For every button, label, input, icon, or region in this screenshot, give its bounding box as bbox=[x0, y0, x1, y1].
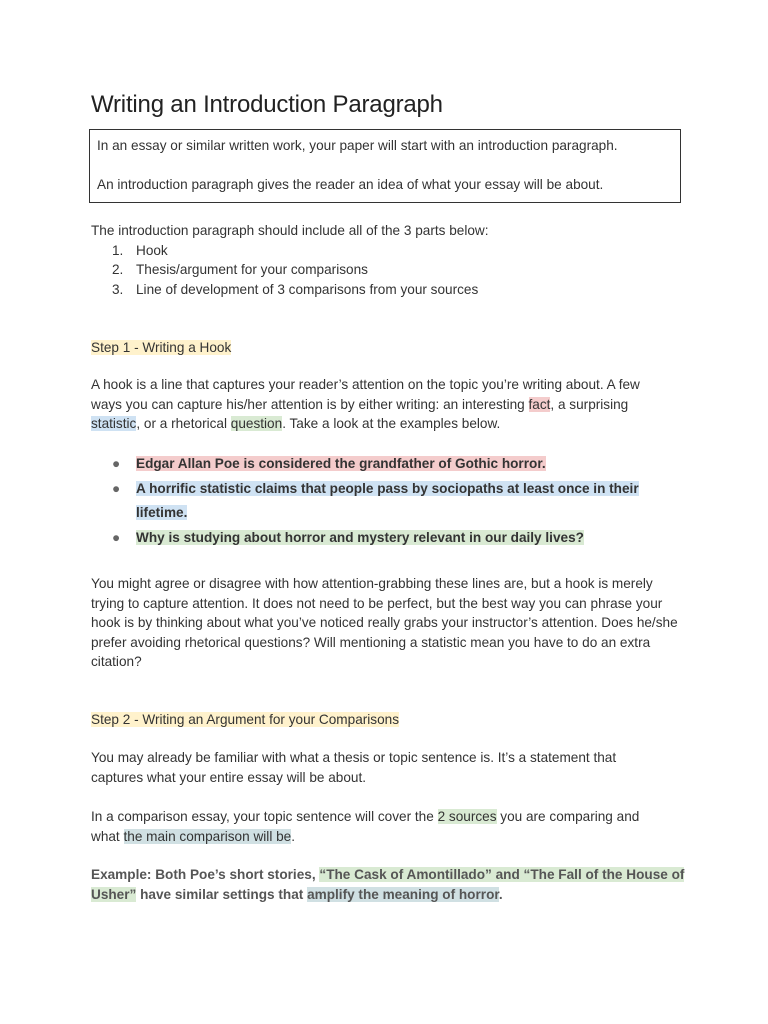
page-title: Writing an Introduction Paragraph bbox=[91, 91, 443, 118]
bullet-icon: ● bbox=[112, 480, 121, 496]
list-item: ● Edgar Allan Poe is considered the grandfather of Gothic horror. bbox=[112, 452, 672, 477]
step2-heading: Step 2 - Writing an Argument for your Comparisons bbox=[91, 712, 400, 727]
step1-paragraph-2: You might agree or disagree with how attention-grabbing these lines are, but a hook is merely trying to capture attention. It does not need to be perfect, but the best way you can phrase your hook is by thinking about what you’ve noticed really grabs your instructor’s attention. Does he/she prefer avoiding rhetorical questions? Will mentioning a statistic mean you have to do an extra citation? bbox=[91, 576, 678, 669]
list-item: 2. Thesis/argument for your comparisons bbox=[112, 262, 368, 277]
list-item: ● A horrific statistic claims that people pass by sociopaths at least once in their lifetime. bbox=[112, 477, 672, 526]
bullet-icon: ● bbox=[112, 456, 121, 471]
step1-heading: Step 1 - Writing a Hook bbox=[91, 340, 232, 355]
intro-box-line-2: An introduction paragraph gives the reader an idea of what your essay will be about. bbox=[97, 177, 604, 192]
step1-heading-block bbox=[91, 338, 691, 358]
parts-intro: The introduction paragraph should include all of the 3 parts below: bbox=[91, 223, 489, 238]
parts-section bbox=[91, 221, 691, 299]
highlight-statistic: statistic bbox=[91, 416, 137, 431]
highlight-question: question bbox=[230, 416, 283, 431]
step2-paragraph-1: You may already be familiar with what a thesis or topic sentence is. It’s a statement that captures what your entire essay will be about. bbox=[91, 750, 617, 785]
step2-paragraph-2: In a comparison essay, your topic sentence will cover the 2 sources you are comparing and what the main comparison will be. bbox=[91, 809, 640, 844]
list-item: 1. Hook bbox=[112, 242, 168, 258]
highlight-story-titles: “The Cask of Amontillado” and “The Fall of the House of Usher” bbox=[91, 867, 685, 902]
highlight-amplify: amplify the meaning of horror bbox=[307, 886, 499, 902]
intro-box-line-1: In an essay or similar written work, your paper will start with an introduction paragraph. bbox=[97, 138, 618, 153]
step2-example: Example: Both Poe’s short stories, “The Cask of Amontillado” and “The Fall of the House of Usher” have similar settings that amplify the meaning of horror. bbox=[91, 867, 685, 902]
highlight-main-comparison: the main comparison will be bbox=[123, 828, 292, 844]
step2-heading-block bbox=[91, 710, 691, 730]
step1-paragraph-1: A hook is a line that captures your reader’s attention on the topic you’re writing about. A few ways you can capture his/her attention is by either writing: an interesting fact, a surprising statistic, or a rhetorical question. Take a look at the examples below. bbox=[91, 377, 640, 431]
highlight-fact: fact bbox=[528, 396, 551, 412]
list-item: ● Why is studying about horror and mystery relevant in our daily lives? bbox=[112, 526, 672, 551]
bullet-icon: ● bbox=[112, 529, 121, 545]
hook-examples-list bbox=[112, 452, 672, 550]
parts-list bbox=[91, 241, 691, 300]
intro-box bbox=[89, 129, 681, 203]
list-item: 3. Line of development of 3 comparisons from your sources bbox=[112, 281, 479, 297]
highlight-sources: 2 sources bbox=[437, 809, 497, 824]
